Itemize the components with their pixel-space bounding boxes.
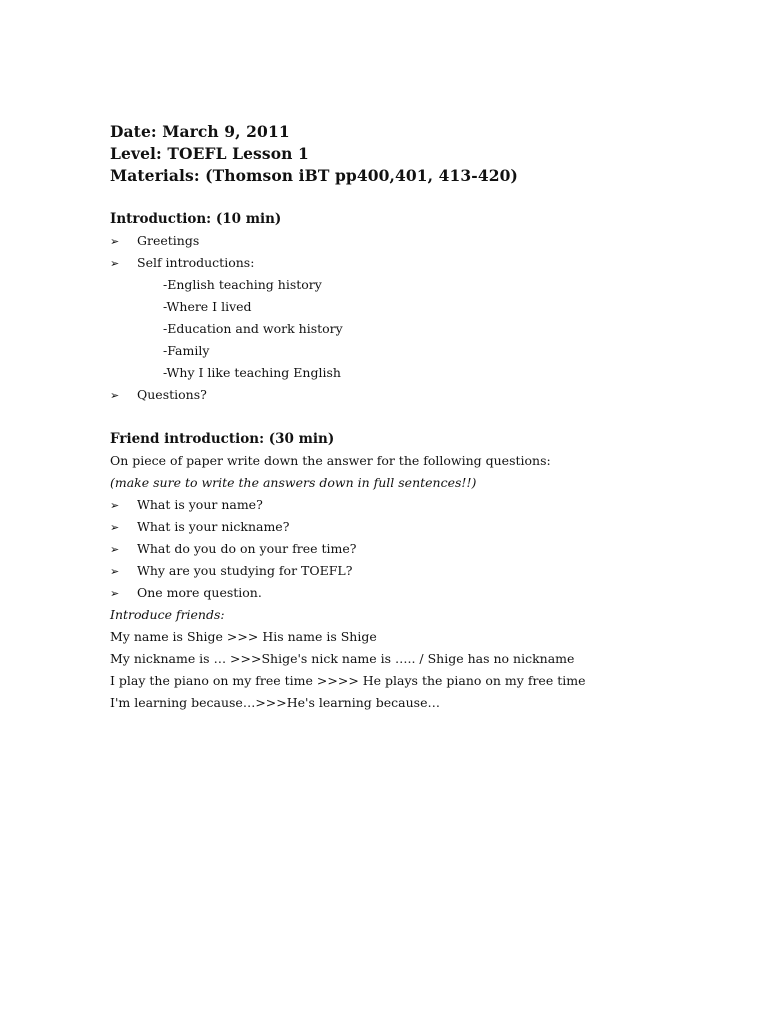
bullet-arrow-icon: ➢	[110, 521, 120, 534]
list-item	[110, 582, 262, 605]
instruction-note: (make sure to write the answers down in full sentences!!)	[110, 475, 477, 490]
list-item-text: What do you do on your free time?	[137, 541, 357, 556]
list-item	[110, 384, 207, 407]
list-item	[110, 494, 263, 517]
sub-list-item: -Why I like teaching English	[163, 365, 341, 380]
level-line: Level: TOEFL Lesson 1	[110, 144, 309, 163]
list-item	[110, 538, 356, 561]
example-line: My nickname is … >>>Shige's nick name is ….. / Shige has no nickname	[110, 651, 575, 666]
friend-introduction-heading: Friend introduction: (30 min)	[110, 431, 335, 447]
bullet-arrow-icon: ➢	[110, 543, 120, 556]
bullet-arrow-icon: ➢	[110, 389, 120, 402]
sub-list-item: -Family	[163, 343, 210, 358]
list-item	[110, 230, 199, 253]
list-item	[110, 252, 254, 275]
bullet-arrow-icon: ➢	[110, 499, 120, 512]
list-item-text: Greetings	[137, 233, 200, 248]
bullet-arrow-icon: ➢	[110, 257, 120, 270]
list-item	[110, 516, 289, 539]
example-line: I play the piano on my free time >>>> He plays the piano on my free time	[110, 673, 586, 688]
bullet-arrow-icon: ➢	[110, 587, 120, 600]
bullet-arrow-icon: ➢	[110, 235, 120, 248]
list-item-text: One more question.	[137, 585, 262, 600]
materials-line: Materials: (Thomson iBT pp400,401, 413-420)	[110, 166, 518, 185]
list-item-text: What is your name?	[137, 497, 263, 512]
list-item	[110, 560, 352, 583]
list-item-text: What is your nickname?	[137, 519, 290, 534]
list-item-text: Why are you studying for TOEFL?	[137, 563, 353, 578]
introduce-friends-label: Introduce friends:	[110, 607, 225, 622]
instruction-text: On piece of paper write down the answer for the following questions:	[110, 453, 551, 468]
list-item-text: Questions?	[137, 387, 207, 402]
bullet-arrow-icon: ➢	[110, 565, 120, 578]
example-line: My name is Shige >>> His name is Shige	[110, 629, 377, 644]
list-item-text: Self introductions:	[137, 255, 255, 270]
example-line: I'm learning because…>>>He's learning because…	[110, 695, 440, 710]
sub-list-item: -English teaching history	[163, 277, 322, 292]
date-line: Date: March 9, 2011	[110, 122, 290, 141]
sub-list-item: -Education and work history	[163, 321, 343, 336]
sub-list-item: -Where I lived	[163, 299, 252, 314]
introduction-heading: Introduction: (10 min)	[110, 211, 282, 227]
